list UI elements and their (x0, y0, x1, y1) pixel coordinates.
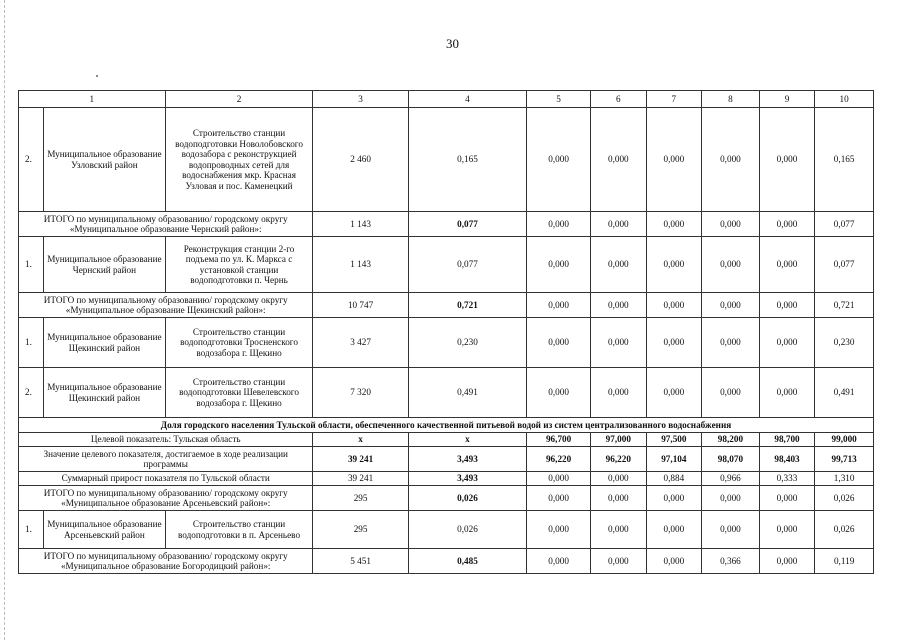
value-cell: 0,000 (527, 108, 591, 212)
total-label: ИТОГО по муниципальному образованию/ городскому округу «Муниципальное образование Чернский район»: (19, 212, 313, 237)
value-cell: 0,721 (408, 293, 526, 318)
value-cell: 0,000 (591, 212, 647, 237)
total-row (19, 486, 874, 511)
section-title: Доля городского населения Тульской области, обеспеченного качественной питьевой водой из систем централизованного водоснабжения (19, 418, 874, 433)
value-cell: 0,000 (591, 318, 647, 368)
value-cell: 1 143 (313, 237, 408, 293)
value-cell: 0,026 (408, 486, 526, 511)
value-cell: 0,000 (759, 368, 815, 418)
value-cell: 0,000 (527, 318, 591, 368)
value-cell: 0,000 (591, 368, 647, 418)
header-cell: 8 (702, 91, 760, 108)
total-row (19, 549, 874, 574)
header-cell: 3 (313, 91, 408, 108)
value-cell: 0,230 (408, 318, 526, 368)
value-cell: 0,000 (591, 237, 647, 293)
project-cell: Строительство станции водоподготовки в п. Арсеньево (165, 511, 313, 549)
value-cell: 39 241 (313, 447, 408, 472)
total-row (19, 433, 874, 447)
value-cell: 0,000 (759, 293, 815, 318)
total-label: ИТОГО по муниципальному образованию/ городскому округу «Муниципальное образование Арсеньевский район»: (19, 486, 313, 511)
value-cell: 0,000 (646, 318, 702, 368)
value-cell: 0,000 (759, 237, 815, 293)
value-cell: 0,000 (527, 472, 591, 486)
value-cell: 3,493 (408, 447, 526, 472)
value-cell: 96,220 (527, 447, 591, 472)
value-cell: 0,000 (646, 486, 702, 511)
value-cell: 0,026 (408, 511, 526, 549)
header-cell: 10 (815, 91, 874, 108)
value-cell: 0,000 (527, 237, 591, 293)
value-cell: 0,077 (815, 212, 874, 237)
value-cell: 97,000 (591, 433, 647, 447)
value-cell: 0,000 (759, 212, 815, 237)
municipality-cell: Муниципальное образование Арсеньевский район (44, 511, 166, 549)
value-cell: 0,000 (646, 293, 702, 318)
total-row (19, 447, 874, 472)
section-row (19, 418, 874, 433)
value-cell: 0,119 (815, 549, 874, 574)
value-cell: 0,000 (702, 293, 760, 318)
value-cell: 1,310 (815, 472, 874, 486)
value-cell: 3 427 (313, 318, 408, 368)
value-cell: 99,713 (815, 447, 874, 472)
total-label: Суммарный прирост показателя по Тульской области (19, 472, 313, 486)
value-cell: 0,077 (408, 237, 526, 293)
value-cell: 0,000 (702, 486, 760, 511)
item-row (19, 237, 874, 293)
value-cell: 295 (313, 511, 408, 549)
page-margin-line (4, 0, 5, 640)
value-cell: 0,000 (702, 237, 760, 293)
value-cell: 0,000 (646, 237, 702, 293)
header-row (19, 91, 874, 108)
total-row (19, 472, 874, 486)
value-cell: 0,000 (591, 549, 647, 574)
total-row (19, 293, 874, 318)
row-number: 2. (19, 108, 44, 212)
value-cell: 0,491 (815, 368, 874, 418)
value-cell: 0,000 (759, 511, 815, 549)
value-cell: 0,000 (591, 472, 647, 486)
value-cell: 0,000 (527, 511, 591, 549)
item-row (19, 511, 874, 549)
value-cell: 0,000 (702, 212, 760, 237)
value-cell: 0,230 (815, 318, 874, 368)
total-row (19, 212, 874, 237)
total-label: ИТОГО по муниципальному образованию/ городскому округу «Муниципальное образование Богородицкий район»: (19, 549, 313, 574)
total-label: Целевой показатель: Тульская область (19, 433, 313, 447)
value-cell: 0,026 (815, 486, 874, 511)
municipality-cell: Муниципальное образование Узловский район (44, 108, 166, 212)
row-number: 1. (19, 237, 44, 293)
value-cell: 98,403 (759, 447, 815, 472)
header-cell: 2 (165, 91, 313, 108)
value-cell: 1 143 (313, 212, 408, 237)
value-cell: 0,000 (759, 549, 815, 574)
value-cell: 0,000 (702, 511, 760, 549)
header-cell: 1 (19, 91, 166, 108)
total-label: Значение целевого показателя, достигаемое в ходе реализации программы (19, 447, 313, 472)
value-cell: 3,493 (408, 472, 526, 486)
value-cell: 96,220 (591, 447, 647, 472)
municipality-cell: Муниципальное образование Щекинский район (44, 318, 166, 368)
value-cell: 0,000 (527, 486, 591, 511)
value-cell: 0,000 (759, 318, 815, 368)
header-cell: 4 (408, 91, 526, 108)
value-cell: 5 451 (313, 549, 408, 574)
project-cell: Реконструкция станции 2-го подъема по ул. К. Маркса с установкой станции водоподготовки п. Чернь (165, 237, 313, 293)
total-label: ИТОГО по муниципальному образованию/ городскому округу «Муниципальное образование Щекинский район»: (19, 293, 313, 318)
header-cell: 7 (646, 91, 702, 108)
value-cell: 7 320 (313, 368, 408, 418)
value-cell: 295 (313, 486, 408, 511)
value-cell: 0,165 (408, 108, 526, 212)
value-cell: 98,700 (759, 433, 815, 447)
header-cell: 6 (591, 91, 647, 108)
value-cell: 0,884 (646, 472, 702, 486)
value-cell: 0,000 (702, 318, 760, 368)
row-number: 1. (19, 511, 44, 549)
value-cell: 0,000 (646, 108, 702, 212)
municipality-cell: Муниципальное образование Щекинский район (44, 368, 166, 418)
item-row (19, 108, 874, 212)
row-number: 2. (19, 368, 44, 418)
value-cell: 39 241 (313, 472, 408, 486)
municipality-cell: Муниципальное образование Чернский район (44, 237, 166, 293)
value-cell: 0,000 (646, 368, 702, 418)
item-row (19, 368, 874, 418)
value-cell: 0,000 (527, 212, 591, 237)
value-cell: 0,000 (702, 368, 760, 418)
value-cell: 0,966 (702, 472, 760, 486)
value-cell: 96,700 (527, 433, 591, 447)
value-cell: 10 747 (313, 293, 408, 318)
value-cell: 97,104 (646, 447, 702, 472)
value-cell: 0,000 (591, 486, 647, 511)
value-cell: 98,200 (702, 433, 760, 447)
value-cell: 0,000 (527, 549, 591, 574)
value-cell: 0,000 (646, 212, 702, 237)
value-cell: 0,165 (815, 108, 874, 212)
value-cell: 99,000 (815, 433, 874, 447)
value-cell: 0,000 (646, 511, 702, 549)
project-cell: Строительство станции водоподготовки Шевелевского водозабора г. Щекино (165, 368, 313, 418)
value-cell: 0,000 (759, 486, 815, 511)
project-cell: Строительство станции водоподготовки Новолобовского водозабора с реконструкцией водопроводных сетей для водоснабжения мкр. Красная Узловая и пос. Каменецкий (165, 108, 313, 212)
value-cell: 0,000 (591, 511, 647, 549)
value-cell: 0,485 (408, 549, 526, 574)
value-cell: 0,000 (646, 549, 702, 574)
value-cell: 0,000 (527, 293, 591, 318)
row-number: 1. (19, 318, 44, 368)
value-cell: 97,500 (646, 433, 702, 447)
scan-dot (96, 75, 98, 77)
value-cell: 0,491 (408, 368, 526, 418)
value-cell: 0,000 (591, 108, 647, 212)
value-cell: 0,721 (815, 293, 874, 318)
value-cell: 0,000 (759, 108, 815, 212)
value-cell: 0,026 (815, 511, 874, 549)
page-number: 30 (446, 36, 459, 51)
value-cell: 0,366 (702, 549, 760, 574)
header-cell: 9 (759, 91, 815, 108)
value-cell: х (408, 433, 526, 447)
header-cell: 5 (527, 91, 591, 108)
value-cell: 0,000 (702, 108, 760, 212)
project-cell: Строительство станции водоподготовки Тросненского водозабора г. Щекино (165, 318, 313, 368)
value-cell: 98,070 (702, 447, 760, 472)
data-table (18, 90, 874, 574)
value-cell: 0,077 (408, 212, 526, 237)
value-cell: 0,000 (527, 368, 591, 418)
item-row (19, 318, 874, 368)
value-cell: 0,077 (815, 237, 874, 293)
value-cell: х (313, 433, 408, 447)
value-cell: 2 460 (313, 108, 408, 212)
value-cell: 0,000 (591, 293, 647, 318)
value-cell: 0,333 (759, 472, 815, 486)
